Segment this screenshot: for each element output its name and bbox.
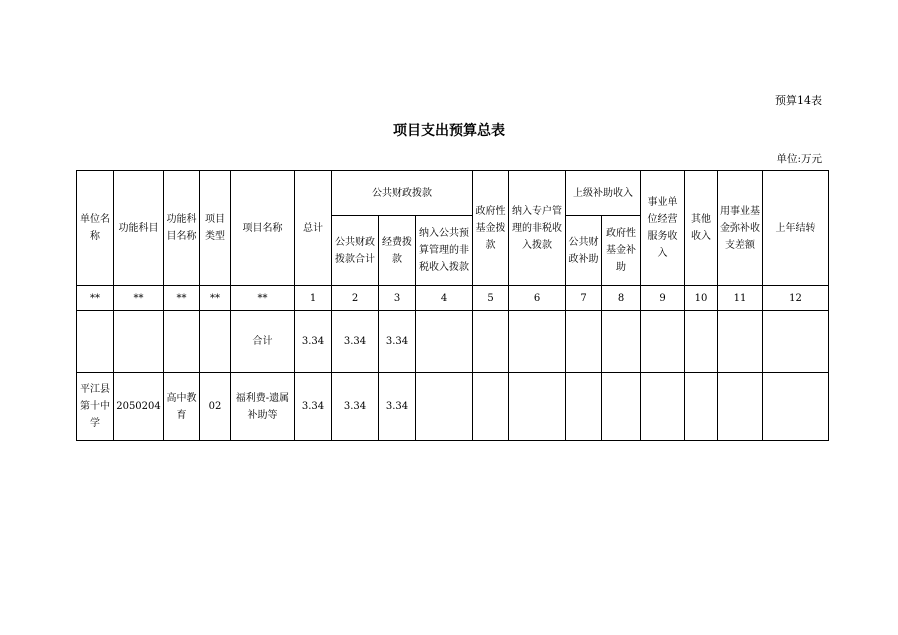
- empty-cell: [509, 311, 566, 373]
- index-cell: 5: [473, 286, 509, 311]
- budget-table: [76, 170, 829, 441]
- index-row: [77, 286, 829, 311]
- empty-cell: [763, 311, 829, 373]
- index-cell: **: [164, 286, 200, 311]
- total-total: 3.34: [295, 311, 332, 373]
- col-unit-name: 单位名称: [77, 171, 114, 286]
- empty-cell: [77, 311, 114, 373]
- index-cell: 4: [416, 286, 473, 311]
- empty-cell: [718, 373, 763, 441]
- detail-proj-name: 福利费-遗属补助等: [231, 373, 295, 441]
- empty-cell: [763, 373, 829, 441]
- total-label: 合计: [231, 311, 295, 373]
- index-cell: 3: [379, 286, 416, 311]
- col-fund-gap: 用事业基金弥补收支差额: [718, 171, 763, 286]
- page-title: 项目支出预算总表: [393, 123, 505, 139]
- empty-cell: [685, 373, 718, 441]
- detail-row: [77, 373, 829, 441]
- col-func-code: 功能科目: [114, 171, 164, 286]
- col-total: 总计: [295, 171, 332, 286]
- index-cell: 9: [641, 286, 685, 311]
- empty-cell: [416, 311, 473, 373]
- col-expense: 经费拨款: [379, 216, 416, 286]
- index-cell: 1: [295, 286, 332, 311]
- index-cell: **: [231, 286, 295, 311]
- col-public-nontax: 纳入公共预算管理的非税收入拨款: [416, 216, 473, 286]
- empty-cell: [602, 373, 641, 441]
- detail-proj-type: 02: [200, 373, 231, 441]
- detail-func-name: 高中教育: [164, 373, 200, 441]
- empty-cell: [602, 311, 641, 373]
- empty-cell: [114, 311, 164, 373]
- index-cell: 8: [602, 286, 641, 311]
- empty-cell: [641, 373, 685, 441]
- empty-cell: [685, 311, 718, 373]
- detail-total: 3.34: [295, 373, 332, 441]
- col-public-sum: 公共财政拨款合计: [332, 216, 379, 286]
- index-cell: **: [77, 286, 114, 311]
- index-cell: **: [200, 286, 231, 311]
- table-number: 预算14表: [775, 94, 822, 107]
- empty-cell: [718, 311, 763, 373]
- col-special-nontax: 纳入专户管理的非税收入拨款: [509, 171, 566, 286]
- index-cell: 2: [332, 286, 379, 311]
- empty-cell: [641, 311, 685, 373]
- detail-public-sum: 3.34: [332, 373, 379, 441]
- unit-label: 单位:万元: [776, 153, 822, 165]
- empty-cell: [416, 373, 473, 441]
- col-func-name: 功能科目名称: [164, 171, 200, 286]
- index-cell: 12: [763, 286, 829, 311]
- empty-cell: [566, 373, 602, 441]
- col-public-group: 公共财政拨款: [332, 171, 473, 216]
- empty-cell: [200, 311, 231, 373]
- index-cell: 6: [509, 286, 566, 311]
- total-row: [77, 311, 829, 373]
- col-biz-service: 事业单位经营服务收入: [641, 171, 685, 286]
- total-public-sum: 3.34: [332, 311, 379, 373]
- detail-expense: 3.34: [379, 373, 416, 441]
- col-superior-public: 公共财政补助: [566, 216, 602, 286]
- detail-unit-name: 平江县第十中学: [77, 373, 114, 441]
- index-cell: 11: [718, 286, 763, 311]
- index-cell: 10: [685, 286, 718, 311]
- empty-cell: [473, 311, 509, 373]
- col-carryover: 上年结转: [763, 171, 829, 286]
- empty-cell: [164, 311, 200, 373]
- detail-func-code: 2050204: [114, 373, 164, 441]
- col-superior-gov: 政府性基金补助: [602, 216, 641, 286]
- header-row-1: [77, 171, 829, 216]
- col-superior-group: 上级补助收入: [566, 171, 641, 216]
- index-cell: **: [114, 286, 164, 311]
- col-gov-fund: 政府性基金拨款: [473, 171, 509, 286]
- index-cell: 7: [566, 286, 602, 311]
- col-proj-type: 项目类型: [200, 171, 231, 286]
- total-expense: 3.34: [379, 311, 416, 373]
- empty-cell: [509, 373, 566, 441]
- empty-cell: [473, 373, 509, 441]
- col-other: 其他收入: [685, 171, 718, 286]
- col-proj-name: 项目名称: [231, 171, 295, 286]
- empty-cell: [566, 311, 602, 373]
